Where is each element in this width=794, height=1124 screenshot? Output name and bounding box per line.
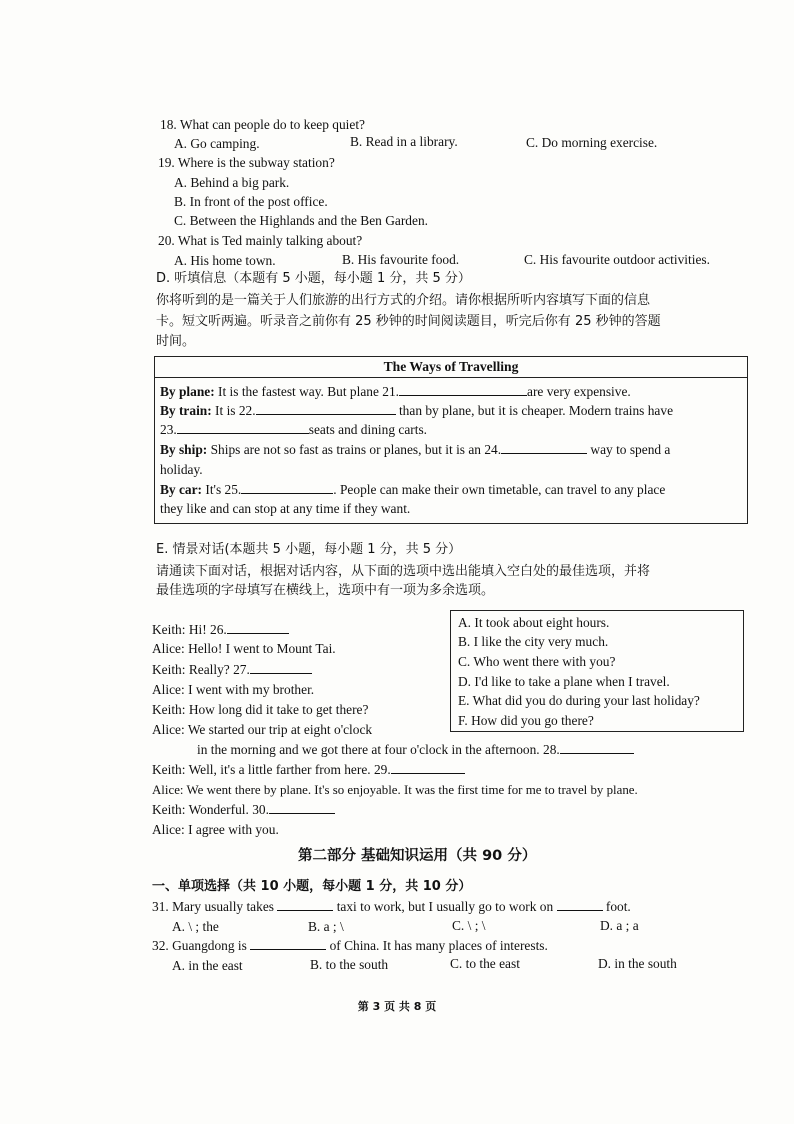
q31-option-c: C. \ ; \ <box>452 918 486 933</box>
q31-option-a: A. \ ; the <box>172 919 219 934</box>
answer-blank-23[interactable] <box>177 421 309 434</box>
option-a: A. It took about eight hours. <box>458 615 610 630</box>
q20-option-b: B. His favourite food. <box>342 252 460 267</box>
option-f: F. How did you go there? <box>458 713 594 728</box>
q19-option-c: C. Between the Highlands and the Ben Garden. <box>174 213 428 228</box>
q20-option-a: A. His home town. <box>174 253 276 268</box>
by-car-row: By car: It's 25. . People can make their own timetable, can travel to any place <box>160 482 666 497</box>
by-plane-row: By plane: It is the fastest way. But plane 21. are very expensive. <box>160 384 631 399</box>
by-ship-row: By ship: Ships are not so fast as trains or planes, but it is an 24. way to spend a <box>160 442 671 457</box>
by-train-row-2: 23. seats and dining carts. <box>160 422 428 437</box>
q31-stem: 31. Mary usually takes taxi to work, but I usually go to work on foot. <box>152 899 631 914</box>
answer-blank-25[interactable] <box>241 481 333 494</box>
section-e-instruction: 最佳选项的字母填写在横线上，选项中有一项为多余选项。 <box>156 583 495 598</box>
dialogue-line: Alice: Hello! I went to Mount Tai. <box>152 641 336 656</box>
q32-option-b: B. to the south <box>310 957 389 972</box>
section-d-heading: D. 听填信息（本题有 5 小题，每小题 1 分，共 5 分） <box>156 271 471 286</box>
q19-stem: 19. Where is the subway station? <box>158 155 335 170</box>
q31-option-d: D. a ; a <box>600 918 639 933</box>
q31-option-b: B. a ; \ <box>308 919 344 934</box>
q20-stem: 20. What is Ted mainly talking about? <box>158 233 363 248</box>
q18-option-c: C. Do morning exercise. <box>526 135 658 150</box>
dialogue-line-27: Keith: Really? 27. <box>152 661 312 679</box>
answer-blank-30[interactable] <box>269 801 335 814</box>
option-d: D. I'd like to take a plane when I travel. <box>458 674 670 689</box>
section-e-heading: E. 情景对话(本题共 5 小题，每小题 1 分，共 5 分） <box>156 542 462 557</box>
q32-option-d: D. in the south <box>598 956 677 971</box>
answer-blank-29[interactable] <box>391 761 465 774</box>
q32-option-a: A. in the east <box>172 958 243 973</box>
page-number: 第 3 页 共 8 页 <box>357 1000 437 1013</box>
dialogue-line-29: Keith: Well, it's a little farther from here. 29. <box>152 761 465 779</box>
option-b: B. I like the city very much. <box>458 634 609 649</box>
dialogue-line-28: in the morning and we got there at four o'clock in the afternoon. 28. <box>197 741 634 759</box>
dialogue-line-26: Keith: Hi! 26. <box>152 621 289 639</box>
option-c: C. Who went there with you? <box>458 654 616 669</box>
answer-blank-27[interactable] <box>250 661 312 674</box>
answer-blank-32[interactable] <box>250 937 326 950</box>
answer-blank-21[interactable] <box>399 383 527 396</box>
by-ship-row-2: holiday. <box>160 462 203 477</box>
dialogue-line: Keith: How long did it take to get there? <box>152 702 369 717</box>
q19-option-a: A. Behind a big park. <box>174 175 290 190</box>
answer-blank-31a[interactable] <box>277 898 333 911</box>
q20-option-c: C. His favourite outdoor activities. <box>524 252 710 267</box>
section-d-instruction: 你将听到的是一篇关于人们旅游的出行方式的介绍。请你根据所听内容填写下面的信息 <box>156 293 651 308</box>
dialogue-line: Alice: We started our trip at eight o'clock <box>152 722 373 737</box>
travel-info-title: The Ways of Travelling <box>155 357 747 378</box>
dialogue-line-30: Keith: Wonderful. 30. <box>152 801 335 819</box>
answer-blank-28[interactable] <box>560 741 634 754</box>
section-d-instruction: 卡。短文听两遍。听录音之前你有 25 秒钟的时间阅读题目，听完后你有 25 秒钟的答题 <box>156 314 661 329</box>
q19-option-b: B. In front of the post office. <box>174 194 328 209</box>
by-train-row: By train: It is 22. than by plane, but it is cheaper. Modern trains have <box>160 403 674 418</box>
option-e: E. What did you do during your last holiday? <box>458 693 700 708</box>
part-two-title: 第二部分 基础知识运用（共 90 分） <box>298 848 537 864</box>
answer-blank-24[interactable] <box>501 441 587 454</box>
q32-option-c: C. to the east <box>450 956 520 971</box>
by-car-row-2: they like and can stop at any time if they want. <box>160 501 411 516</box>
q18-stem: 18. What can people do to keep quiet? <box>160 117 366 132</box>
q18-option-a: A. Go camping. <box>174 136 260 151</box>
answer-blank-22[interactable] <box>256 402 396 415</box>
single-choice-heading: 一、单项选择（共 10 小题，每小题 1 分，共 10 分） <box>152 879 472 894</box>
section-e-instruction: 请通读下面对话，根据对话内容，从下面的选项中选出能填入空白处的最佳选项，并将 <box>156 564 651 579</box>
dialogue-line: Alice: We went there by plane. It's so enjoyable. It was the first time for me to travel by plane. <box>152 783 638 797</box>
q18-option-b: B. Read in a library. <box>350 134 458 149</box>
section-d-instruction: 时间。 <box>156 334 196 349</box>
dialogue-line: Alice: I went with my brother. <box>152 682 315 697</box>
dialogue-line: Alice: I agree with you. <box>152 822 279 837</box>
answer-blank-31b[interactable] <box>557 898 603 911</box>
q32-stem: 32. Guangdong is of China. It has many places of interests. <box>152 938 548 953</box>
answer-blank-26[interactable] <box>227 621 289 634</box>
